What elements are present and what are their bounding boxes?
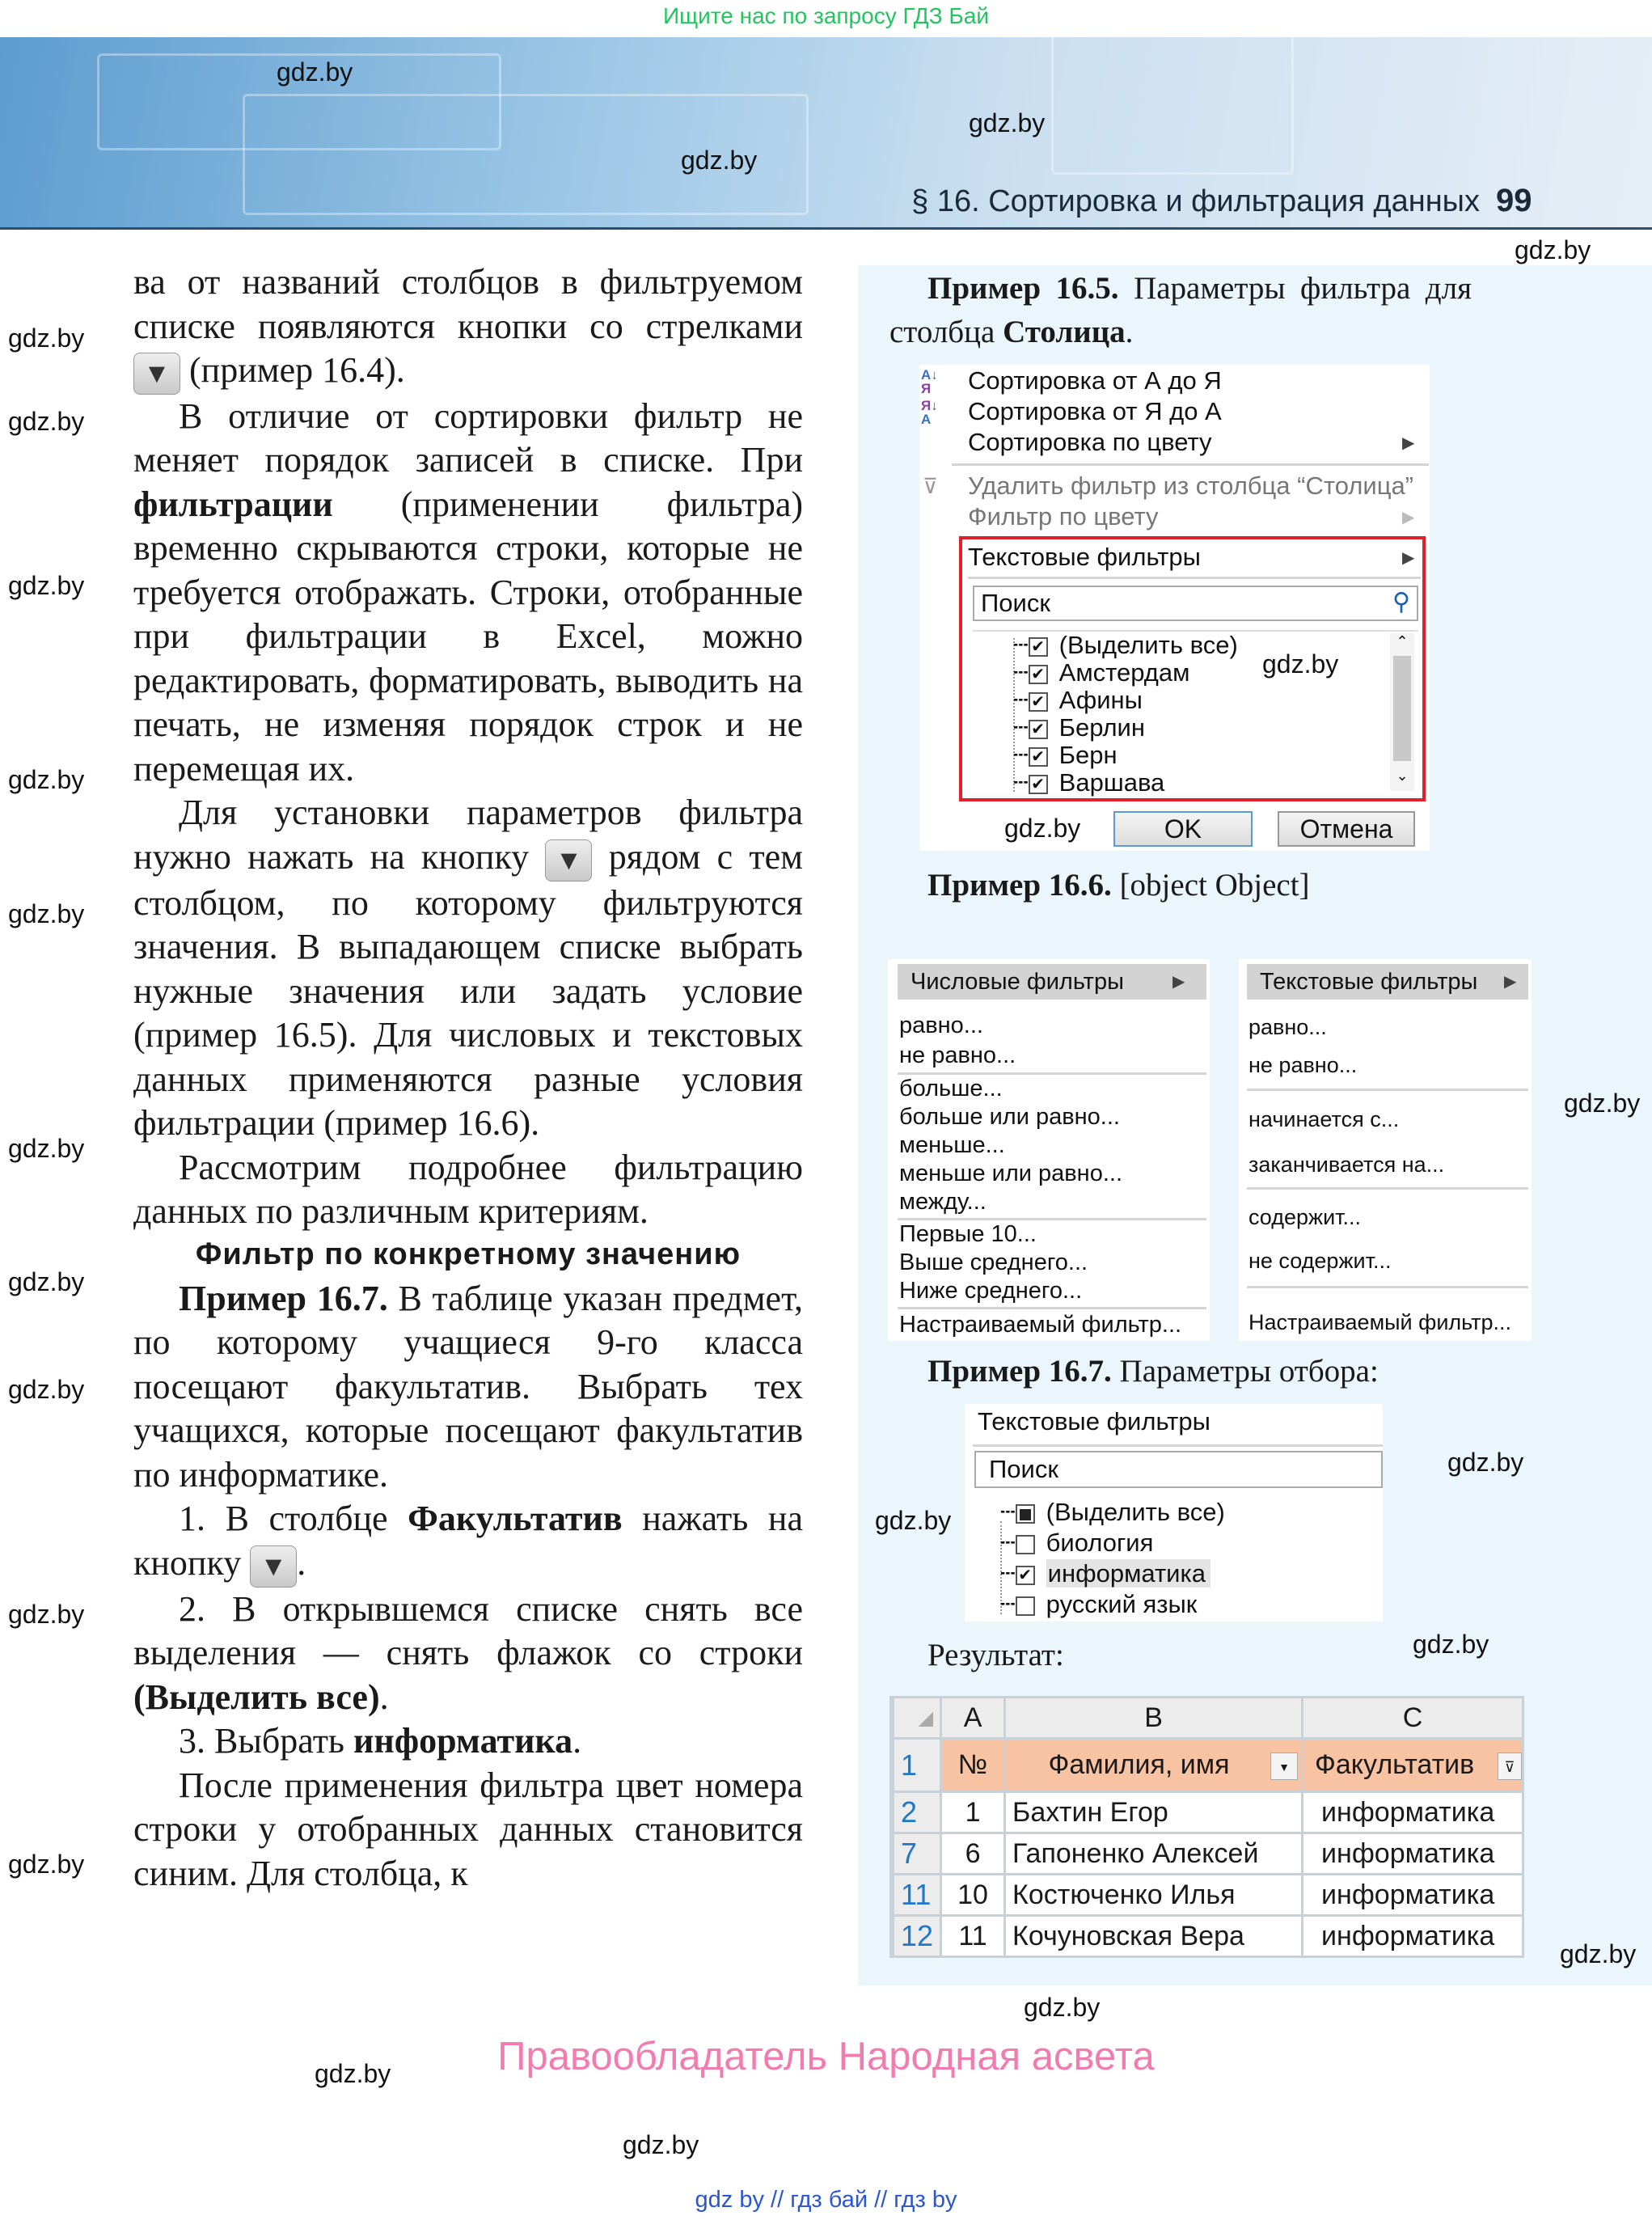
menu-item[interactable]: больше... [899,1076,1003,1101]
ok-button[interactable]: OK [1113,811,1253,847]
search-placeholder: Поиск [981,589,1050,617]
submenu-arrow-icon: ▶ [1402,509,1415,526]
numeric-filters-menu [888,959,1210,1341]
watermark: gdz.by [277,57,353,87]
term: Факультатив [408,1499,623,1539]
submenu-arrow-icon: ▶ [1504,973,1517,991]
step [133,1719,803,1764]
main-text [133,260,803,1896]
menu-item[interactable]: заканчивается на... [1249,1152,1445,1177]
section-title: § 16. Сортировка и фильтрация данных [911,184,1480,218]
text: В таблице указан предмет, по которому учащиеся 9-го класса посещают факультатив. Выбрать тех учащихся, которые посещают факультатив по информатике. [133,1278,803,1495]
watermark: gdz.by [1024,1993,1101,2022]
paragraph: Рассмотрим подробнее фильтрацию данных по различным критериям. [133,1147,803,1232]
cell[interactable]: Бахтин Егор [1005,1792,1303,1833]
search-input[interactable] [973,586,1418,621]
filter-button-icon: ▼ [545,839,592,882]
item-label: Амстердам [1058,658,1190,687]
menu-filter-by-color[interactable]: Фильтр по цвету [968,502,1159,531]
search-input[interactable] [974,1451,1383,1488]
item-label: (Выделить все) [1058,631,1238,659]
watermark: gdz.by [8,899,85,928]
menu-item[interactable]: начинается с... [1249,1107,1400,1131]
watermark: gdz.by [969,108,1046,137]
menu-item[interactable]: не равно... [899,1042,1016,1068]
watermark: gdz.by [1560,1939,1637,1968]
header-label: Числовые фильтры [911,969,1124,995]
checkbox[interactable]: ✔ [1029,665,1048,684]
scroll-thumb[interactable] [1393,656,1411,761]
cell[interactable]: информатика [1303,1875,1523,1916]
text: . [572,1721,582,1761]
list-item[interactable]: ┄ ✔ Берн [1013,741,1118,769]
list-item[interactable]: ┄ биология [1000,1528,1154,1557]
example-label: Пример 16.6. [927,868,1112,903]
cancel-button[interactable]: Отмена [1278,811,1415,847]
menu-item[interactable]: содержит... [1249,1205,1362,1229]
bottom-links[interactable]: gdz by // гдз бай // гдз by [695,2187,957,2213]
item-label: (Выделить все) [1046,1498,1225,1526]
term: фильтрации [133,484,333,524]
submenu-arrow-icon: ▶ [1172,973,1185,991]
text: рядом с тем столбцом, по которому фильтруются значения. В выпадающем списке выбрать нужные значения или задать условие (пример 16.5). Для числовых и текстовых данных применяются разные условия фильтрации (пример 16.6). [133,836,803,1144]
menu-item[interactable]: не равно... [1249,1053,1358,1077]
paragraph [133,395,803,792]
item-label: биология [1046,1528,1154,1557]
watermark: gdz.by [8,1600,85,1629]
menu-item[interactable]: Настраиваемый фильтр... [1249,1310,1512,1334]
cell[interactable]: информатика [1303,1792,1523,1833]
menu-item[interactable]: меньше... [899,1132,1005,1158]
copyright-notice: Правообладатель Народная асвета [497,2035,1155,2078]
menu-item[interactable]: равно... [1249,1015,1327,1039]
cell[interactable]: 10 [941,1875,1005,1916]
term: (Выделить все) [133,1676,380,1717]
watermark: gdz.by [681,146,758,175]
item-label: Варшава [1058,768,1165,797]
item-label: информатика [1046,1559,1210,1588]
page-number: 99 [1496,183,1532,218]
table-row [894,1875,1523,1916]
watermark: gdz.by [8,1850,85,1879]
menu-item[interactable]: Выше среднего... [899,1249,1088,1275]
menu-text-filters[interactable]: Текстовые фильтры [968,543,1201,571]
checkbox[interactable]: ✔ [1029,692,1048,712]
submenu-arrow-icon: ▶ [1402,434,1415,452]
search-icon: ⚲ [1392,589,1410,615]
row-number[interactable]: 12 [894,1916,941,1957]
step [133,1497,803,1587]
result-table [889,1696,1522,1958]
list-item[interactable]: ┄ ✔ Афины [1013,686,1143,714]
clear-filter-icon: ⊽ [923,474,939,498]
table-row [894,1916,1523,1957]
menu-sort-asc[interactable]: Сортировка от А до Я [968,366,1222,395]
list-item[interactable]: ┄ ✔ (Выделить все) [1013,631,1238,659]
example-label: Пример 16.7. [179,1278,388,1318]
watermark: gdz.by [8,571,85,600]
cell[interactable]: информатика [1303,1833,1523,1875]
item-label: Берн [1058,741,1118,769]
values-list [973,630,1418,796]
list-item[interactable]: ┄ ✔ информатика [1000,1561,1210,1587]
column-letters-row [894,1698,1523,1739]
text: [object Object] [1119,868,1310,903]
search-placeholder: Поиск [989,1455,1058,1483]
step [133,1588,803,1720]
subheading: Фильтр по конкретному значению [195,1237,741,1271]
checkbox-partial[interactable] [1016,1504,1035,1524]
cell[interactable]: Костюченко Илья [1005,1875,1303,1916]
watermark: gdz.by [1515,235,1591,264]
menu-item[interactable]: равно... [899,1013,983,1038]
list-item[interactable]: ┄ ✔ Варшава [1013,768,1165,797]
text: для столбца [889,271,1472,349]
watermark: gdz.by [8,323,85,353]
column-header[interactable]: A [941,1698,1005,1739]
selection-filter-panel [965,1404,1383,1621]
checkbox[interactable]: ✔ [1029,775,1048,794]
menu-item[interactable]: больше или равно... [899,1104,1120,1130]
text-filters-menu [1239,959,1532,1341]
paragraph [133,1277,803,1498]
text: (пример 16.4). [189,350,405,390]
header-cell: № [941,1739,1005,1792]
text: . [379,1676,389,1717]
watermark: gdz.by [1564,1089,1641,1118]
header-cell [1005,1739,1303,1792]
menu-sort-desc[interactable]: Сортировка от Я до А [968,397,1222,425]
filter-applied-icon[interactable]: ⊽ [1498,1753,1522,1780]
checkbox[interactable]: ✔ [1029,720,1048,739]
column-header[interactable]: C [1303,1698,1523,1739]
text: нажать на кнопку [133,1499,804,1583]
row-number[interactable]: 1 [894,1739,941,1792]
example-label: Пример 16.5. [927,271,1119,306]
menu-item[interactable]: меньше или равно... [899,1161,1122,1186]
watermark: gdz.by [875,1506,952,1535]
numeric-filters-header[interactable] [898,964,1206,1000]
top-note: Ищите нас по запросу ГДЗ Бай [662,3,990,28]
term: информатика [353,1721,573,1761]
text: Параметры отбора: [1119,1354,1379,1389]
filter-button-icon: ▼ [250,1545,297,1588]
menu-item[interactable]: между... [899,1189,987,1215]
select-all-corner[interactable]: ◢ [894,1698,941,1739]
row-number[interactable]: 7 [894,1833,941,1875]
list-item[interactable]: ┄ (Выделить все) [1000,1498,1225,1526]
row-number[interactable]: 2 [894,1792,941,1833]
filter-dropdown-menu [919,365,1430,851]
menu-item[interactable]: Настраиваемый фильтр... [899,1312,1182,1338]
table-header-row [894,1739,1523,1792]
menu-item[interactable]: Первые 10... [899,1221,1037,1247]
watermark: gdz.by [8,1134,85,1163]
watermark: gdz.by [8,765,85,794]
watermark: gdz.by [623,2130,699,2159]
term: Столица [1003,315,1126,349]
checkbox[interactable] [1016,1535,1035,1554]
menu-item[interactable]: не содержит... [1249,1249,1392,1273]
paragraph: После применения фильтра цвет номера строки у отобранных данных становится синим. Для столбца, к [133,1765,803,1893]
sort-za-icon: Я↓ А [921,398,938,427]
header-label: Фамилия, имя [1048,1749,1230,1780]
watermark: gdz.by [8,1267,85,1296]
filter-dropdown-icon[interactable]: ▼ [1270,1753,1298,1780]
watermark: gdz.by [8,1375,85,1404]
cell[interactable]: Гапоненко Алексей [1005,1833,1303,1875]
example-label: Пример 16.7. [927,1354,1112,1389]
paragraph [133,260,803,395]
filter-button-icon: ▼ [133,353,180,395]
watermark: gdz.by [315,2059,391,2088]
text: Для установки параметров фильтра нужно нажать на кнопку [133,793,803,877]
menu-clear-filter[interactable]: Удалить фильтр из столбца “Столица” [968,471,1414,500]
item-label: русский язык [1046,1590,1198,1618]
scrollbar[interactable] [1390,633,1414,791]
cell[interactable]: 11 [941,1916,1005,1957]
list-item[interactable]: ┄ русский язык [1000,1590,1198,1618]
scroll-down-icon: ⌄ [1396,767,1409,784]
text-filters-header[interactable] [1247,964,1528,1000]
text: 3. Выбрать [179,1721,344,1761]
table-row [894,1792,1523,1833]
text: В отличие от сортировки фильтр не меняет порядок записей в списке. При [133,395,803,480]
checkbox[interactable]: ✔ [1029,637,1048,657]
submenu-arrow-icon: ▶ [1402,549,1415,567]
sort-az-icon: А↓ Я [921,367,938,396]
watermark: gdz.by [1262,649,1339,679]
example-16-5-caption [889,267,1472,354]
table-row [894,1833,1523,1875]
item-label: Берлин [1058,713,1145,742]
text: . [1125,315,1134,349]
example-16-6-caption [889,864,1472,907]
column-header[interactable]: B [1005,1698,1303,1739]
paragraph [133,791,803,1145]
list-item[interactable]: ┄ ✔ Берлин [1013,713,1145,742]
text: ва от названий столбцов в фильтруемом списке появляются кнопки со стрелками [133,262,803,346]
menu-text-filters[interactable]: Текстовые фильтры [978,1407,1210,1435]
text: . [297,1542,306,1583]
cell[interactable]: Кочуновская Вера [1005,1916,1303,1957]
item-label: Афины [1058,686,1143,714]
header-cell [1303,1739,1523,1792]
text: 1. В столбце [179,1499,388,1539]
checkbox[interactable] [1016,1596,1035,1616]
example-16-7-caption [927,1350,1379,1393]
cell[interactable]: информатика [1303,1916,1523,1957]
header-label: Текстовые фильтры [1260,969,1478,995]
watermark: gdz.by [1004,814,1081,843]
text: (применении фильтра) временно скрываются строки, которые не требуется отображать. Строки, отобранные при фильтрации в Excel, можно редактировать, форматировать, выводить на печать, не изменяя порядок строк и не перемещая их. [133,484,803,789]
text: Параметры фильтра [1134,271,1411,306]
list-item[interactable]: ┄ ✔ Амстердам [1013,658,1190,687]
watermark: gdz.by [8,407,85,436]
row-number[interactable]: 11 [894,1875,941,1916]
scroll-up-icon: ⌃ [1396,633,1409,649]
cell[interactable]: 1 [941,1792,1005,1833]
watermark: gdz.by [1413,1630,1489,1659]
watermark: gdz.by [1447,1448,1524,1477]
result-label: Результат: [927,1638,1064,1672]
cell[interactable]: 6 [941,1833,1005,1875]
checkbox[interactable]: ✔ [1016,1566,1035,1585]
menu-sort-by-color[interactable]: Сортировка по цвету [968,428,1212,456]
header-label: Факультатив [1315,1749,1475,1780]
text: 2. В открывшемся списке снять все выделения — снять флажок со строки [133,1588,803,1673]
checkbox[interactable]: ✔ [1029,747,1048,767]
menu-item[interactable]: Ниже среднего... [899,1278,1083,1304]
